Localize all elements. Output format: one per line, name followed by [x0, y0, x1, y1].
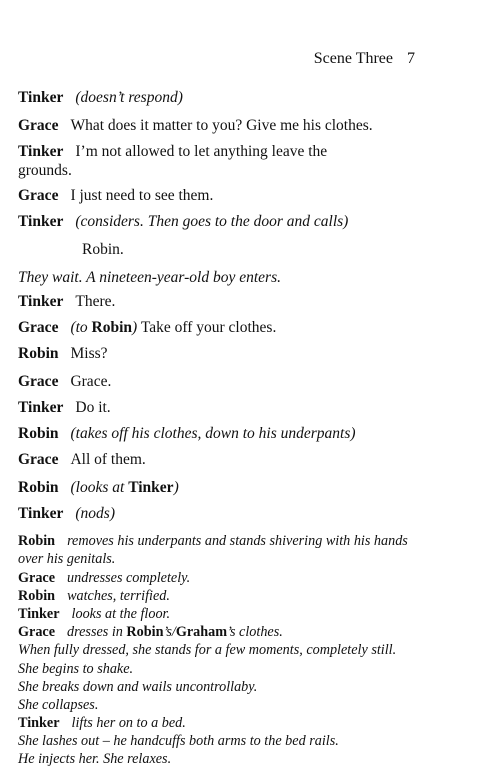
speaker-name: Grace: [18, 117, 59, 134]
script-line: [18, 504, 115, 524]
script-line: [18, 424, 356, 444]
speaker-name: Robin: [18, 533, 56, 549]
script-line: [18, 750, 171, 768]
page-header: [314, 50, 415, 68]
dialogue-text: Take off your clothes.: [137, 319, 277, 336]
speaker-name: Tinker: [18, 505, 64, 522]
dialogue-text: Do it.: [75, 399, 111, 416]
speaker-name: Tinker: [18, 89, 64, 106]
scene-title: Scene Three: [313, 50, 393, 67]
speaker-name: Robin: [18, 345, 59, 362]
stage-direction: over his genitals.: [18, 551, 116, 567]
stage-direction: ’s/: [163, 624, 176, 640]
stage-direction: (looks at: [70, 479, 129, 496]
dialogue-text: Grace.: [70, 373, 112, 390]
stage-direction: ): [173, 479, 179, 496]
script-line: [18, 641, 396, 659]
script-line: [18, 696, 98, 714]
script-line: [18, 372, 111, 392]
script-line: [18, 161, 72, 181]
speaker-name: Grace: [18, 373, 59, 390]
stage-direction: She lashes out – he handcuffs both arms to the bed rails.: [18, 733, 339, 749]
script-line: [18, 186, 213, 206]
speaker-name: Robin: [18, 588, 56, 604]
character-ref: Tinker: [128, 479, 174, 496]
script-line: [18, 116, 373, 136]
stage-direction: They wait. A nineteen-year-old boy enters.: [18, 269, 281, 286]
dialogue-text: grounds.: [18, 162, 72, 179]
character-ref: Robin: [126, 624, 164, 640]
stage-direction: lifts her on to a bed.: [71, 715, 186, 731]
script-line: [18, 142, 327, 162]
speaker-name: Grace: [18, 624, 56, 640]
stage-direction: She begins to shake.: [18, 661, 134, 677]
stage-direction: undresses completely.: [67, 570, 191, 586]
stage-direction: (takes off his clothes, down to his underpants): [70, 425, 356, 442]
stage-direction: When fully dressed, she stands for a few moments, completely still.: [18, 642, 397, 658]
script-line: [18, 268, 281, 288]
script-line: [18, 660, 133, 678]
script-line: [18, 587, 170, 605]
stage-direction: ’s clothes.: [227, 624, 283, 640]
speaker-name: Grace: [18, 570, 56, 586]
script-line: [18, 714, 186, 732]
stage-direction: She collapses.: [18, 697, 99, 713]
stage-direction: (to: [70, 319, 92, 336]
stage-direction: He injects her. She relaxes.: [18, 751, 172, 767]
script-line: [18, 569, 190, 587]
script-line: [18, 550, 115, 568]
stage-direction: watches, terrified.: [67, 588, 170, 604]
dialogue-text: Robin.: [82, 241, 124, 258]
speaker-name: Tinker: [18, 143, 64, 160]
speaker-name: Tinker: [18, 213, 64, 230]
script-line: [18, 398, 111, 418]
dialogue-text: I’m not allowed to let anything leave the: [75, 143, 328, 160]
speaker-name: Grace: [18, 187, 59, 204]
character-ref: Graham: [175, 624, 228, 640]
dialogue-text: What does it matter to you? Give me his clothes.: [70, 117, 373, 134]
speaker-name: Robin: [18, 425, 59, 442]
dialogue-text: There.: [75, 293, 116, 310]
speaker-name: Tinker: [18, 293, 64, 310]
dialogue-text: I just need to see them.: [70, 187, 214, 204]
stage-direction: She breaks down and wails uncontrollaby.: [18, 679, 258, 695]
speaker-name: Grace: [18, 319, 59, 336]
script-line: [18, 212, 348, 232]
script-line: [18, 344, 108, 364]
speaker-name: Grace: [18, 451, 59, 468]
stage-direction: (considers. Then goes to the door and calls): [75, 213, 349, 230]
stage-direction: dresses in: [67, 624, 127, 640]
stage-direction: looks at the floor.: [71, 606, 171, 622]
script-line: [18, 532, 408, 550]
speaker-name: Robin: [18, 479, 59, 496]
script-line: [18, 678, 257, 696]
stage-direction: (nods): [75, 505, 115, 522]
script-line: [18, 318, 276, 338]
script-line: [18, 623, 283, 641]
speaker-name: Tinker: [18, 606, 60, 622]
script-line: [18, 605, 170, 623]
stage-direction: ): [132, 319, 138, 336]
script-line: [18, 88, 183, 108]
character-ref: Robin: [91, 319, 133, 336]
script-line: [18, 292, 115, 312]
speaker-name: Tinker: [18, 399, 64, 416]
dialogue-text: All of them.: [70, 451, 146, 468]
stage-direction: removes his underpants and stands shivering with his hands: [67, 533, 408, 549]
script-line: [18, 450, 146, 470]
dialogue-text: Miss?: [70, 345, 108, 362]
speaker-name: Tinker: [18, 715, 60, 731]
script-line: [18, 732, 339, 750]
page-number: 7: [407, 50, 415, 67]
stage-direction: (doesn’t respond): [75, 89, 183, 106]
script-line: [18, 478, 179, 498]
script-line: [82, 240, 124, 260]
